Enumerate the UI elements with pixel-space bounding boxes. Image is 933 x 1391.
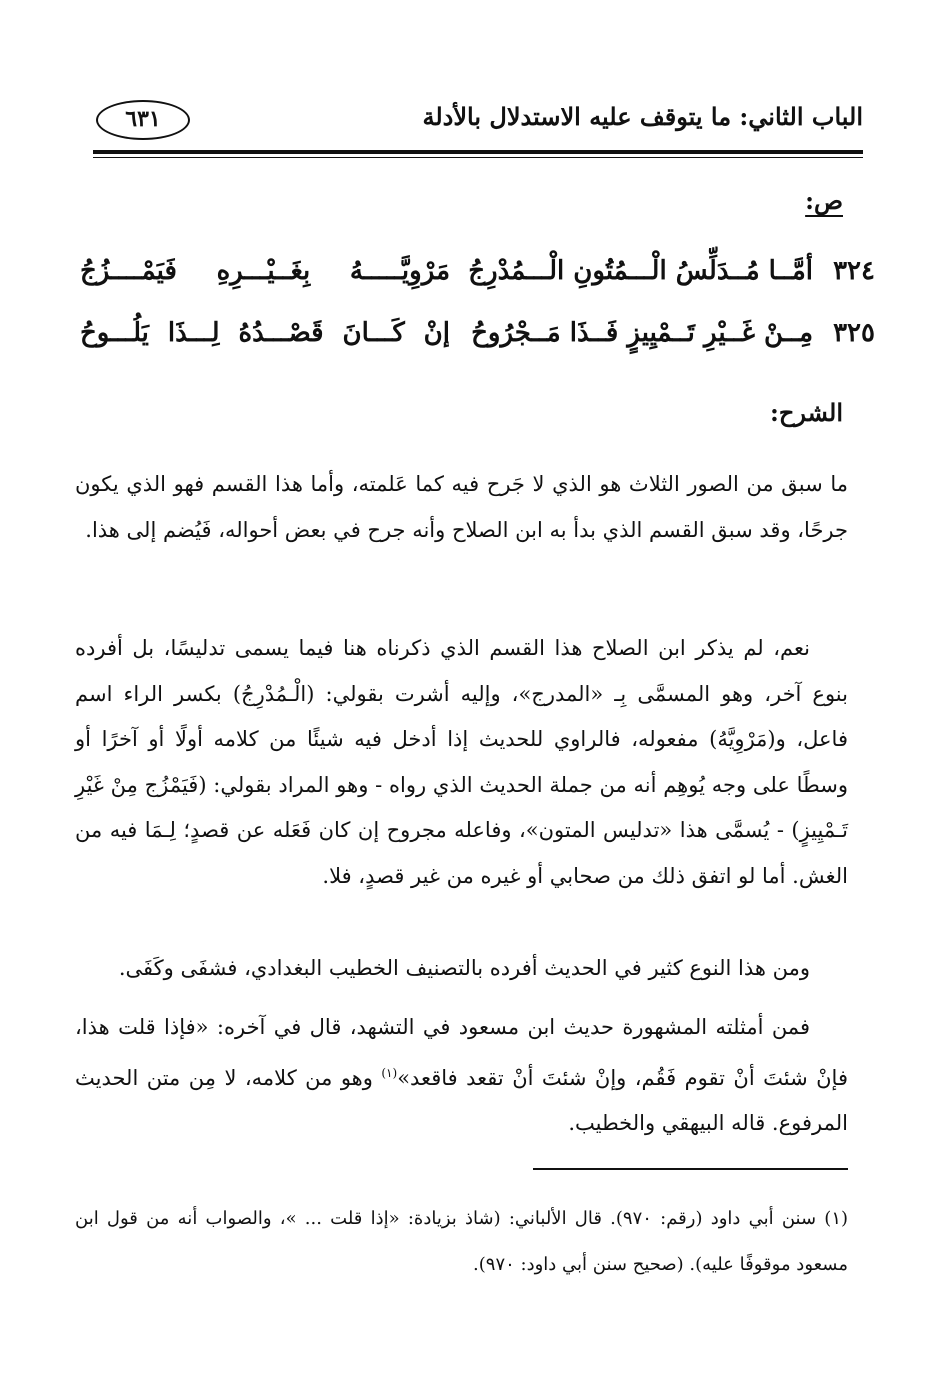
footnote-separator	[533, 1168, 848, 1170]
chapter-title: الباب الثاني: ما يتوقف عليه الاستدلال بالأدلة	[422, 102, 863, 131]
verse-number: ٣٢٤	[833, 256, 875, 286]
paragraph-text: فمن أمثلته المشهورة حديث ابن مسعود في التشهد، قال في آخره: «فإذا قلت هذا، فإنْ شئتَ أنْ تقوم فَقُم، وإنْ شئتَ أنْ تقعد فاقعد»	[75, 1015, 848, 1090]
paragraph: نعم، لم يذكر ابن الصلاح هذا القسم الذي ذكرناه هنا فيما يسمى تدليسًا، بل أفرده بنوع آخر، وهو المسمَّى بِـ «المدرج»، وإليه أشرت بقولي: (الْـمُدْرِجُ) بكسر الراء اسم فاعل، و(مَرْوِيَّهُ) مفعوله، فالراوي للحديث إذا أدخل فيه شيئًا من كلامه أولًا أو آخرًا أو وسطًا على وجه يُوهِم أنه من جملة الحديث الذي رواه - وهو المراد بقولي: (فَيَمْزُج مِنْ غَيْرِ تَـمْيِيزٍ) - يُسمَّى هذا «تدليس المتون»، وفاعله مجروح إن كان فَعَله عن قصدٍ؛ لِـمَا فيه من الغش. أما لو اتفق ذلك من صحابي أو غيره من غير قصدٍ، فلا.	[75, 636, 848, 888]
header-rule-thick	[93, 150, 863, 154]
paragraph: ومن هذا النوع كثير في الحديث أفرده بالتصنيف الخطيب البغدادي، فشفَى وكَفَى.	[118, 956, 810, 980]
running-header	[88, 98, 863, 146]
paragraph-text-tail: وهو من كلامه، لا مِن متن الحديث المرفوع. قاله البيهقي والخطيب.	[75, 1065, 848, 1135]
verse-line	[80, 318, 875, 360]
footnote-reference[interactable]: (١)	[381, 1065, 398, 1080]
sharh-heading: الشرح:	[770, 398, 843, 427]
header-rule-thin	[93, 157, 863, 158]
paragraph	[75, 1005, 848, 1147]
verse-first-hemistich: أمَّــا مُــدَلِّسُ الْـــمُتُونِ الْـــمُدْرِجُ	[468, 256, 813, 286]
matn-heading: ص:	[805, 186, 843, 215]
verse-first-hemistich: مِــنْ غَــيْرِ تَــمْيِيزٍ فَــذَا مَــجْرُوحُ	[471, 318, 813, 348]
verse-line	[80, 256, 875, 298]
paragraph: ما سبق من الصور الثلاث هو الذي لا جَرح فيه كما عَلمته، وأما هذا القسم فهو الذي يكون جرحًا، وقد سبق القسم الذي بدأ به ابن الصلاح وأنه جرح في بعض أحواله، فَيُضم إلى هذا.	[75, 472, 848, 542]
footnote: (١) سنن أبي داود (رقم: ٩٧٠). قال الألباني: (شاذ بزيادة: «إذا قلت ... »، والصواب أنه من قول ابن مسعود موقوفًا عليه). (صحيح سنن أبي داود: ٩٧٠).	[75, 1208, 849, 1275]
verse-second-hemistich: مَرْوِيَّـــــهُ بِغَــيْـــرِهِ فَيَمْــــزُجُ	[80, 256, 450, 286]
page-number-badge: ٦٣١	[96, 100, 190, 140]
verse-number: ٣٢٥	[833, 318, 875, 348]
verse-second-hemistich: إنْ كَـــانَ قَصْـــدُهُ لِـــذَا يَلُـــوحُ	[80, 318, 450, 348]
